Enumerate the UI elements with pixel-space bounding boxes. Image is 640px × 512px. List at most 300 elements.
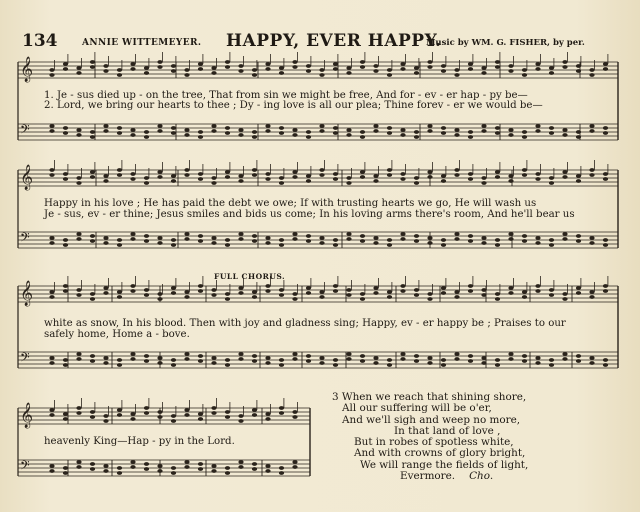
notehead xyxy=(76,232,81,236)
notehead xyxy=(76,66,81,70)
notehead xyxy=(292,415,297,419)
notehead xyxy=(441,179,446,183)
notehead xyxy=(468,67,473,71)
notehead xyxy=(373,356,378,360)
notehead xyxy=(103,241,108,245)
notehead xyxy=(171,64,176,68)
notehead xyxy=(211,236,216,240)
notehead xyxy=(495,297,500,301)
notehead xyxy=(495,65,500,69)
notehead xyxy=(427,65,432,69)
notehead xyxy=(265,464,270,468)
notehead xyxy=(76,406,81,410)
notehead xyxy=(279,238,284,242)
notehead xyxy=(576,135,581,139)
notehead xyxy=(427,361,432,365)
notehead xyxy=(400,62,405,66)
notehead xyxy=(211,469,216,473)
notehead xyxy=(144,176,149,180)
notehead xyxy=(117,73,122,77)
notehead xyxy=(63,417,68,421)
notehead xyxy=(171,419,176,423)
notehead xyxy=(198,284,203,288)
notehead xyxy=(238,414,243,418)
notehead xyxy=(319,129,324,133)
notehead xyxy=(319,241,324,245)
verse3-line: And with crowns of glory bright, xyxy=(354,447,526,460)
notehead xyxy=(90,60,95,64)
notehead xyxy=(157,469,162,473)
notehead xyxy=(481,124,486,128)
notehead xyxy=(414,359,419,363)
notehead xyxy=(562,292,567,296)
notehead xyxy=(76,176,81,180)
notehead xyxy=(225,471,230,475)
notehead xyxy=(265,177,270,181)
notehead xyxy=(225,466,230,470)
notehead xyxy=(576,291,581,295)
notehead xyxy=(522,359,527,363)
treble-clef-icon: 𝄞 xyxy=(20,403,34,428)
notehead xyxy=(103,469,108,473)
notehead xyxy=(481,129,486,133)
notehead xyxy=(144,130,149,134)
notehead xyxy=(481,241,486,245)
notehead xyxy=(211,464,216,468)
notehead xyxy=(117,295,122,299)
notehead xyxy=(225,60,230,64)
notehead xyxy=(589,73,594,77)
notehead xyxy=(319,295,324,299)
notehead xyxy=(495,60,500,64)
notehead xyxy=(414,71,419,75)
notehead xyxy=(400,67,405,71)
notehead xyxy=(549,358,554,362)
notehead xyxy=(103,361,108,365)
notehead xyxy=(333,358,338,362)
notehead xyxy=(63,471,68,475)
notehead xyxy=(90,65,95,69)
notehead xyxy=(481,288,486,292)
notehead xyxy=(144,406,149,410)
notehead xyxy=(130,460,135,464)
notehead xyxy=(184,460,189,464)
notehead xyxy=(252,467,257,471)
notehead xyxy=(225,131,230,135)
notehead xyxy=(373,241,378,245)
notehead xyxy=(306,64,311,68)
notehead xyxy=(481,176,486,180)
notehead xyxy=(441,286,446,290)
notehead xyxy=(184,465,189,469)
notehead xyxy=(63,289,68,293)
notehead xyxy=(535,124,540,128)
notehead xyxy=(63,62,68,66)
notehead xyxy=(495,363,500,367)
notehead xyxy=(603,131,608,135)
notehead xyxy=(198,239,203,243)
notehead xyxy=(400,232,405,236)
system4-lyric: heavenly King—Hap - py in the Lord. xyxy=(44,436,235,447)
notehead xyxy=(225,126,230,130)
notehead xyxy=(441,131,446,135)
notehead xyxy=(252,73,257,77)
notehead xyxy=(184,133,189,137)
notehead xyxy=(171,414,176,418)
notehead xyxy=(265,356,270,360)
notehead xyxy=(211,129,216,133)
notehead xyxy=(319,236,324,240)
notehead xyxy=(63,358,68,362)
notehead xyxy=(90,175,95,179)
notehead xyxy=(144,239,149,243)
notehead xyxy=(103,414,108,418)
notehead xyxy=(117,471,122,475)
notehead xyxy=(387,168,392,172)
notehead xyxy=(238,237,243,241)
notehead xyxy=(252,354,257,358)
notehead xyxy=(144,354,149,358)
notehead xyxy=(508,174,513,178)
notehead xyxy=(360,297,365,301)
notehead xyxy=(184,237,189,241)
notehead xyxy=(468,135,473,139)
notehead xyxy=(157,124,162,128)
notehead xyxy=(103,129,108,133)
notehead xyxy=(319,290,324,294)
notehead xyxy=(49,295,54,299)
notehead xyxy=(414,239,419,243)
notehead xyxy=(306,359,311,363)
notehead xyxy=(252,462,257,466)
notehead xyxy=(319,73,324,77)
notehead xyxy=(373,361,378,365)
notehead xyxy=(535,361,540,365)
notehead xyxy=(238,69,243,73)
notehead xyxy=(130,357,135,361)
notehead xyxy=(414,176,419,180)
notehead xyxy=(441,358,446,362)
notehead xyxy=(184,168,189,172)
notehead xyxy=(211,411,216,415)
notehead xyxy=(427,297,432,301)
notehead xyxy=(468,177,473,181)
notehead xyxy=(508,64,513,68)
notehead xyxy=(171,358,176,362)
notehead xyxy=(508,352,513,356)
notehead xyxy=(441,174,446,178)
notehead xyxy=(225,297,230,301)
notehead xyxy=(117,290,122,294)
notehead xyxy=(265,62,270,66)
treble-clef-icon: 𝄞 xyxy=(20,281,34,306)
bass-clef-icon: 𝄢 xyxy=(20,230,30,248)
notehead xyxy=(279,471,284,475)
notehead xyxy=(589,129,594,133)
notehead xyxy=(103,179,108,183)
notehead xyxy=(576,234,581,238)
notehead xyxy=(117,466,122,470)
notehead xyxy=(90,135,95,139)
notehead xyxy=(387,68,392,72)
notehead xyxy=(49,413,54,417)
notehead xyxy=(468,234,473,238)
notehead xyxy=(130,284,135,288)
notehead xyxy=(535,62,540,66)
notehead xyxy=(481,66,486,70)
notehead xyxy=(292,460,297,464)
verse3-line: And we'll sigh and weep no more, xyxy=(342,413,521,426)
notehead xyxy=(346,176,351,180)
notehead xyxy=(535,177,540,181)
notehead xyxy=(252,168,257,172)
notehead xyxy=(90,170,95,174)
notehead xyxy=(63,131,68,135)
notehead xyxy=(360,60,365,64)
notehead xyxy=(468,289,473,293)
notehead xyxy=(103,64,108,68)
notehead xyxy=(90,234,95,238)
notehead xyxy=(171,131,176,135)
notehead xyxy=(265,129,270,133)
notehead xyxy=(387,295,392,299)
notehead xyxy=(387,290,392,294)
notehead xyxy=(360,130,365,134)
notehead xyxy=(265,412,270,416)
notehead xyxy=(49,236,54,240)
notehead xyxy=(238,232,243,236)
notehead xyxy=(319,173,324,177)
notehead xyxy=(76,288,81,292)
notehead xyxy=(508,237,513,241)
notehead xyxy=(238,352,243,356)
notehead xyxy=(333,289,338,293)
notehead xyxy=(211,406,216,410)
notehead xyxy=(144,359,149,363)
notehead xyxy=(252,359,257,363)
notehead xyxy=(468,130,473,134)
notehead xyxy=(495,126,500,130)
notehead xyxy=(319,124,324,128)
notehead xyxy=(306,135,311,139)
notehead xyxy=(454,357,459,361)
notehead xyxy=(522,135,527,139)
notehead xyxy=(157,361,162,365)
notehead xyxy=(360,170,365,174)
notehead xyxy=(225,410,230,414)
notehead xyxy=(279,293,284,297)
notehead xyxy=(225,363,230,367)
verse3-line: In that land of love , xyxy=(394,424,501,437)
notehead xyxy=(346,357,351,361)
notehead xyxy=(198,289,203,293)
notehead xyxy=(49,124,54,128)
verse3-line: But in robes of spotless white, xyxy=(354,436,514,449)
notehead xyxy=(117,408,122,412)
notehead xyxy=(427,356,432,360)
notehead xyxy=(225,238,230,242)
notehead xyxy=(333,243,338,247)
notehead xyxy=(441,238,446,242)
notehead xyxy=(373,236,378,240)
notehead xyxy=(387,243,392,247)
notehead xyxy=(535,236,540,240)
notehead xyxy=(508,357,513,361)
notehead xyxy=(211,176,216,180)
notehead xyxy=(576,286,581,290)
notehead xyxy=(292,237,297,241)
notehead xyxy=(144,462,149,466)
notehead xyxy=(292,133,297,137)
notehead xyxy=(76,128,81,132)
notehead xyxy=(508,128,513,132)
notehead xyxy=(238,179,243,183)
treble-clef-icon: 𝄞 xyxy=(20,165,34,190)
notehead xyxy=(414,288,419,292)
notehead xyxy=(292,292,297,296)
notehead xyxy=(279,288,284,292)
notehead xyxy=(157,415,162,419)
verse3-line: We will range the fields of light, xyxy=(360,458,529,471)
notehead xyxy=(238,460,243,464)
notehead xyxy=(252,68,257,72)
notehead xyxy=(198,67,203,71)
notehead xyxy=(49,408,54,412)
notehead xyxy=(522,354,527,358)
notehead xyxy=(117,126,122,130)
notehead xyxy=(454,128,459,132)
notehead xyxy=(252,173,257,177)
notehead xyxy=(535,172,540,176)
notehead xyxy=(333,284,338,288)
bass-clef-icon: 𝄢 xyxy=(20,350,30,368)
notehead xyxy=(522,290,527,294)
notehead xyxy=(238,64,243,68)
notehead xyxy=(49,73,54,77)
notehead xyxy=(49,464,54,468)
notehead xyxy=(225,170,230,174)
notehead xyxy=(441,69,446,73)
notehead xyxy=(468,239,473,243)
notehead xyxy=(265,469,270,473)
notehead xyxy=(495,243,500,247)
notehead xyxy=(184,408,189,412)
notehead xyxy=(427,170,432,174)
notehead xyxy=(576,354,581,358)
notehead xyxy=(603,172,608,176)
notehead xyxy=(184,73,189,77)
notehead xyxy=(76,293,81,297)
notehead xyxy=(441,126,446,130)
notehead xyxy=(373,129,378,133)
notehead xyxy=(265,289,270,293)
notehead xyxy=(292,352,297,356)
notehead xyxy=(252,130,257,134)
notehead xyxy=(306,179,311,183)
notehead xyxy=(468,354,473,358)
notehead xyxy=(198,130,203,134)
notehead xyxy=(292,128,297,132)
notehead xyxy=(589,68,594,72)
notehead xyxy=(252,408,257,412)
notehead xyxy=(454,295,459,299)
notehead xyxy=(63,238,68,242)
notehead xyxy=(603,358,608,362)
notehead xyxy=(373,64,378,68)
notehead xyxy=(346,352,351,356)
notehead xyxy=(373,174,378,178)
notehead xyxy=(522,73,527,77)
notehead xyxy=(279,66,284,70)
notehead xyxy=(549,176,554,180)
notehead xyxy=(49,356,54,360)
notehead xyxy=(535,129,540,133)
notehead xyxy=(184,68,189,72)
notehead xyxy=(549,243,554,247)
notehead xyxy=(306,286,311,290)
notehead xyxy=(225,243,230,247)
notehead xyxy=(481,293,486,297)
notehead xyxy=(49,173,54,177)
notehead xyxy=(333,363,338,367)
page-number: 134 xyxy=(22,31,58,51)
notehead xyxy=(171,179,176,183)
notehead xyxy=(238,133,243,137)
notehead xyxy=(103,69,108,73)
bass-clef-icon: 𝄢 xyxy=(20,458,30,476)
notehead xyxy=(49,241,54,245)
notehead xyxy=(495,358,500,362)
notehead xyxy=(144,467,149,471)
notehead xyxy=(522,130,527,134)
notehead xyxy=(144,66,149,70)
notehead xyxy=(198,172,203,176)
notehead xyxy=(333,126,338,130)
notehead xyxy=(76,460,81,464)
notehead xyxy=(130,133,135,137)
treble-clef-icon: 𝄞 xyxy=(20,57,34,82)
notehead xyxy=(373,124,378,128)
notehead xyxy=(414,66,419,70)
notehead xyxy=(549,238,554,242)
notehead xyxy=(576,130,581,134)
notehead xyxy=(535,356,540,360)
notehead xyxy=(198,177,203,181)
notehead xyxy=(279,176,284,180)
notehead xyxy=(238,291,243,295)
notehead xyxy=(279,71,284,75)
notehead xyxy=(495,238,500,242)
full-chorus-label: FULL CHORUS. xyxy=(214,272,286,281)
notehead xyxy=(63,243,68,247)
notehead xyxy=(76,352,81,356)
notehead xyxy=(427,60,432,64)
notehead xyxy=(414,293,419,297)
notehead xyxy=(454,173,459,177)
notehead xyxy=(117,68,122,72)
system2-lyric-verse2: Je - sus, ev - er thine; Jesus smiles and bids us come; In his loving arms there's room, And he'll bear us xyxy=(44,209,575,220)
notehead xyxy=(279,363,284,367)
notehead xyxy=(76,411,81,415)
notehead xyxy=(90,354,95,358)
notehead xyxy=(495,175,500,179)
notehead xyxy=(400,128,405,132)
notehead xyxy=(306,239,311,243)
notehead xyxy=(157,241,162,245)
notehead xyxy=(292,60,297,64)
notehead xyxy=(306,69,311,73)
notehead xyxy=(90,462,95,466)
